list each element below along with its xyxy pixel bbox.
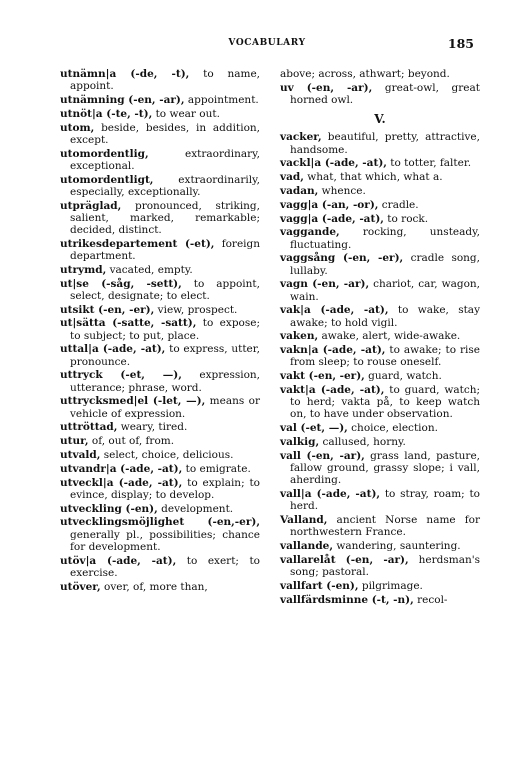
entry-headword: vakt (-en, -er),	[280, 370, 365, 383]
dictionary-entry	[60, 477, 260, 501]
dictionary-entry	[280, 252, 480, 276]
entry-headword: vak|a (-ade, -at),	[280, 304, 389, 317]
dictionary-entry	[280, 185, 480, 197]
left-column	[60, 68, 260, 594]
entry-definition: to emigrate.	[182, 462, 251, 475]
dictionary-entry	[280, 450, 480, 487]
page-number: 185	[447, 36, 474, 51]
entry-headword: utvandr|a (-ade, -at),	[60, 462, 183, 475]
entry-headword: vall (-en, -ar),	[280, 449, 365, 462]
entry-headword: vakn|a (-ade, -at),	[280, 344, 386, 357]
entry-definition: select, choice, delicious.	[100, 448, 234, 461]
entry-headword: utur,	[60, 435, 89, 448]
entry-headword: vaggsång (-en, -er),	[280, 252, 404, 265]
dictionary-entry	[60, 369, 260, 393]
entry-definition: appointment.	[184, 94, 259, 106]
dictionary-entry	[60, 516, 260, 553]
entry-definition: grass land, pasture, fallow ground, grassy slope; i vall, aherding.	[290, 449, 480, 487]
entry-definition: to awake; to rise from sleep; to rouse oneself.	[290, 344, 480, 369]
dictionary-entry	[60, 317, 260, 341]
entry-definition: to explain; to evince, display; to develop.	[70, 476, 260, 501]
entry-definition: to name, appoint.	[70, 68, 260, 93]
section-letter: V.	[374, 112, 386, 127]
dictionary-entry	[280, 68, 480, 80]
entry-definition: extraordinarily, especially, exceptionally.	[70, 173, 260, 198]
entry-headword: vallfärdsminne (-t, -n),	[280, 593, 414, 606]
dictionary-entry	[280, 157, 480, 169]
entry-definition: great-owl, great horned owl.	[290, 81, 480, 106]
entry-definition: extraordinary, exceptional.	[70, 147, 260, 172]
entry-headword: ut|se (-såg, -sett),	[60, 277, 182, 290]
entry-headword: uttal|a (-ade, -at),	[60, 343, 166, 356]
dictionary-entry	[280, 384, 480, 421]
entry-headword: uttryck (-et, —),	[60, 369, 182, 382]
entry-headword: Valland,	[280, 513, 328, 526]
entry-definition: generally pl., possibilities; chance for development.	[70, 528, 260, 553]
dictionary-entry	[280, 514, 480, 538]
dictionary-entry	[60, 555, 260, 579]
entry-definition: to stray, roam; to herd.	[290, 487, 480, 513]
entry-definition: of, out of, from.	[88, 435, 175, 448]
entry-headword: utvecklingsmöjlighet (-en,-er),	[60, 516, 260, 529]
dictionary-entry	[280, 344, 480, 368]
dictionary-entry	[280, 422, 480, 434]
entry-headword: utomordentlig,	[60, 147, 149, 160]
dictionary-entry	[60, 503, 260, 515]
entry-headword: utpräglad,	[60, 199, 122, 212]
dictionary-entry	[280, 199, 480, 211]
dictionary-entry	[280, 213, 480, 225]
entry-definition: development.	[157, 502, 234, 515]
entry-headword: val (-et, —),	[280, 422, 348, 435]
dictionary-entry	[60, 278, 260, 302]
dictionary-entry	[60, 148, 260, 172]
entry-headword: utvald,	[60, 448, 101, 461]
entry-definition: to express, utter, pronounce.	[70, 343, 260, 368]
dictionary-entry	[60, 238, 260, 262]
dictionary-entry	[280, 330, 480, 342]
dictionary-entry	[60, 68, 260, 92]
dictionary-entry	[60, 108, 260, 120]
dictionary-entry	[60, 343, 260, 367]
entry-headword: vagg|a (-an, -or),	[280, 198, 379, 211]
entry-headword: vagn (-en, -ar),	[280, 278, 370, 291]
entry-definition: to rock.	[383, 212, 429, 225]
entry-definition: pilgrimage.	[358, 579, 423, 592]
entry-headword: vallfart (-en),	[280, 579, 359, 592]
entry-definition: guard, watch.	[364, 370, 442, 383]
dictionary-entry	[280, 304, 480, 328]
entry-headword: valkig,	[280, 435, 320, 448]
entry-definition: ancient Norse name for northwestern France.	[290, 513, 480, 539]
entry-definition: chariot, car, wagon, wain.	[290, 278, 480, 303]
dictionary-entry	[280, 171, 480, 183]
entry-headword: utnämn|a (-de, -t),	[60, 68, 190, 80]
entry-headword: vallarelåt (-en, -ar),	[280, 553, 409, 566]
dictionary-entry	[60, 449, 260, 461]
entry-definition: to appoint, select, designate; to elect.	[70, 277, 260, 302]
entry-definition: vacated, empty.	[106, 263, 193, 276]
dictionary-entry	[280, 226, 480, 250]
dictionary-entry	[60, 94, 260, 106]
entry-headword: ut|sätta (-satte, -satt),	[60, 317, 197, 330]
entry-definition: to wake, stay awake; to hold vigil.	[290, 304, 480, 329]
entry-definition: what, that which, what a.	[303, 171, 443, 184]
dictionary-entry	[280, 370, 480, 382]
entry-headword: vaggande,	[280, 226, 340, 239]
right-column-entries	[280, 131, 480, 605]
running-title: VOCABULARY	[228, 38, 306, 48]
dictionary-entry	[60, 122, 260, 146]
entry-definition: to exert; to exercise.	[70, 554, 260, 579]
dictionary-entry	[280, 436, 480, 448]
entry-definition: foreign department.	[70, 237, 261, 262]
entry-headword: utrikesdepartement (-et),	[60, 237, 215, 250]
right-column-continuation	[280, 68, 480, 106]
dictionary-entry	[280, 580, 480, 592]
dictionary-entry	[60, 200, 260, 237]
entry-definition: pronounced, striking, salient, marked, remarkable; decided, distinct.	[70, 199, 260, 236]
dictionary-entry	[60, 435, 260, 447]
entry-headword: utveckling (-en),	[60, 502, 158, 515]
dictionary-entry	[280, 554, 480, 578]
entry-headword: vagg|a (-ade, -at),	[280, 212, 384, 225]
entry-definition: herdsman's song; pastoral.	[290, 553, 480, 578]
entry-definition: rocking, unsteady, fluctuating.	[290, 226, 480, 251]
entry-definition: view, prospect.	[154, 303, 238, 316]
entry-headword: vadan,	[280, 185, 319, 197]
dictionary-entry	[60, 304, 260, 316]
entry-definition: awake, alert, wide-awake.	[318, 330, 461, 343]
entry-headword: vall|a (-ade, -at),	[280, 487, 381, 500]
entry-definition: choice, election.	[347, 422, 438, 435]
entry-headword: vallande,	[280, 539, 333, 552]
dictionary-entry	[60, 421, 260, 433]
entry-definition: cradle.	[378, 198, 419, 211]
entry-definition: wandering, sauntering.	[333, 539, 461, 552]
dictionary-entry	[280, 82, 480, 106]
entry-definition: beautiful, pretty, attractive, handsome.	[290, 131, 480, 156]
entry-headword: vaken,	[280, 330, 319, 343]
entry-headword: vad,	[280, 171, 304, 184]
entry-headword: utveckl|a (-ade, -at),	[60, 476, 183, 489]
entry-definition: recol-	[413, 593, 448, 606]
dictionary-entry	[60, 174, 260, 198]
entry-headword: uv (-en, -ar),	[280, 81, 373, 94]
entry-definition: over, of, more than,	[100, 580, 208, 593]
entry-headword: vackl|a (-ade, -at),	[280, 157, 387, 170]
right-column	[280, 68, 480, 607]
entry-definition: expression, utterance; phrase, word.	[70, 369, 260, 394]
entry-headword: uttrycksmed|el (-let, —),	[60, 395, 206, 408]
entry-definition: beside, besides, in addition, except.	[70, 121, 260, 146]
dictionary-entry	[280, 540, 480, 552]
entry-definition: means or vehicle of expression.	[70, 395, 260, 420]
dictionary-entry	[280, 278, 480, 302]
entry-definition: above; across, athwart; beyond.	[280, 68, 450, 80]
entry-headword: utöv|a (-ade, -at),	[60, 554, 177, 567]
entry-headword: vacker,	[280, 131, 322, 144]
entry-definition: to guard, watch; to herd; vakta på, to keep watch on, to have under observation.	[290, 383, 480, 421]
entry-headword: vakt|a (-ade, -at),	[280, 383, 385, 396]
entry-headword: utnämning (-en, -ar),	[60, 94, 185, 106]
entry-definition: to totter, falter.	[386, 157, 472, 170]
entry-headword: utsikt (-en, -er),	[60, 303, 155, 316]
entry-headword: utom,	[60, 121, 95, 134]
dictionary-entry	[60, 581, 260, 593]
dictionary-entry	[60, 264, 260, 276]
entry-headword: utrymd,	[60, 263, 107, 276]
dictionary-entry	[280, 131, 480, 155]
entry-definition: cradle song, lullaby.	[290, 252, 480, 277]
dictionary-entry	[60, 463, 260, 475]
entry-definition: to expose; to subject; to put, place.	[70, 317, 260, 342]
entry-headword: utomordentligt,	[60, 173, 154, 186]
dictionary-entry	[280, 488, 480, 512]
dictionary-entry	[280, 594, 480, 606]
page-header	[60, 38, 474, 54]
entry-definition: callused, horny.	[319, 435, 406, 448]
entry-definition: weary, tired.	[117, 421, 188, 434]
dictionary-entry	[60, 395, 260, 419]
entry-headword: utnöt|a (-te, -t),	[60, 107, 153, 120]
entry-definition: whence.	[318, 185, 366, 197]
entry-headword: uttröttad,	[60, 421, 118, 434]
entry-headword: utöver,	[60, 580, 101, 593]
entry-definition: to wear out.	[152, 107, 220, 120]
